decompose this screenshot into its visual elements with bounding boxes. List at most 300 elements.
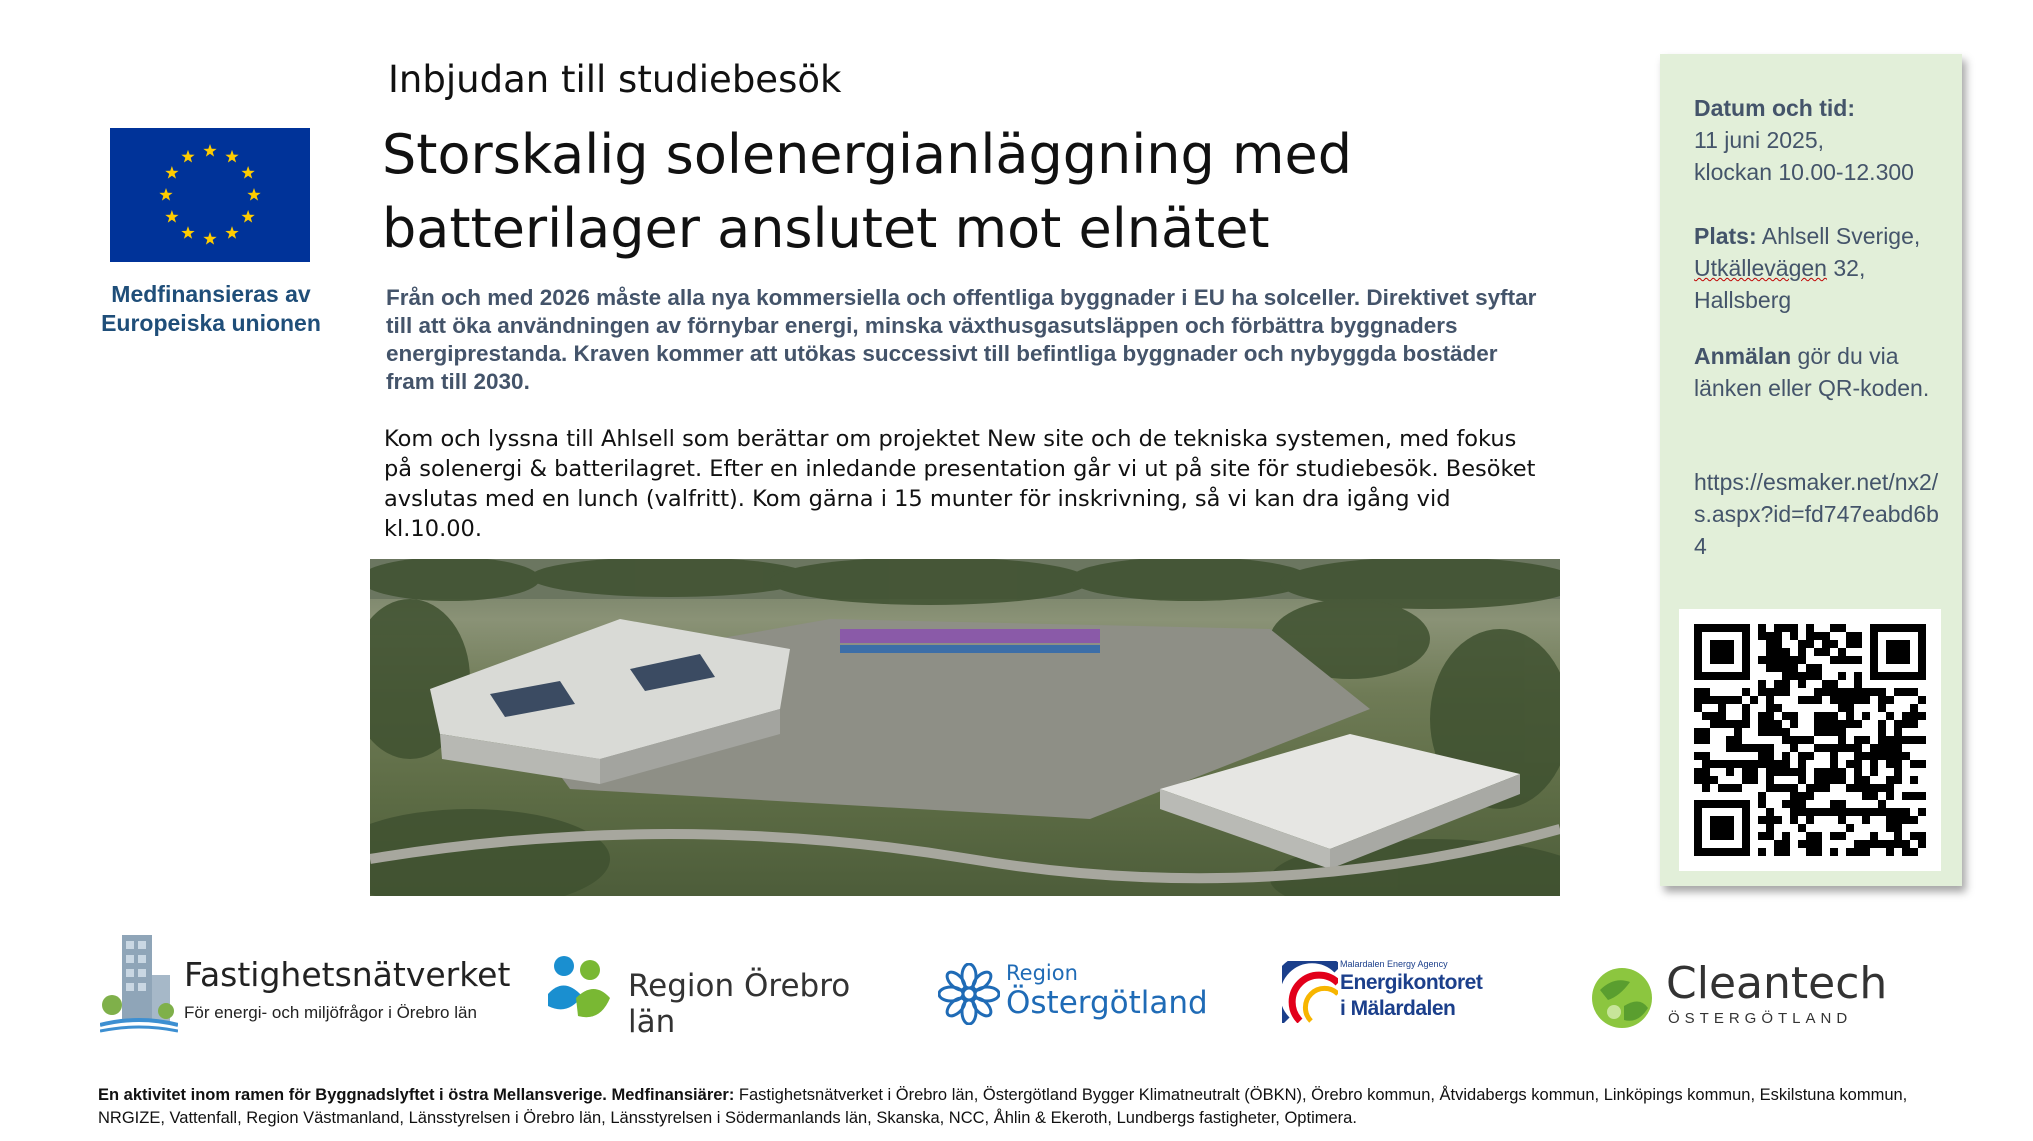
qr-module: [1726, 784, 1734, 792]
qr-module: [1814, 832, 1822, 840]
qr-module: [1774, 840, 1782, 848]
qr-module: [1870, 760, 1878, 768]
qr-module: [1838, 728, 1846, 736]
qr-module: [1894, 752, 1902, 760]
qr-module: [1886, 784, 1894, 792]
qr-module: [1790, 792, 1798, 800]
cleantech-logo: [1590, 958, 1890, 1038]
qr-module: [1798, 752, 1806, 760]
qr-module: [1766, 632, 1774, 640]
qr-module: [1814, 840, 1822, 848]
qr-module: [1798, 640, 1806, 648]
qr-module: [1790, 736, 1798, 744]
qr-module: [1782, 768, 1790, 776]
qr-module: [1878, 800, 1886, 808]
qr-module: [1918, 792, 1926, 800]
qr-module: [1798, 800, 1806, 808]
qr-module: [1814, 744, 1822, 752]
qr-module: [1766, 664, 1774, 672]
qr-module: [1694, 776, 1702, 784]
qr-module: [1846, 704, 1854, 712]
qr-module: [1798, 792, 1806, 800]
qr-module: [1830, 808, 1838, 816]
qr-module: [1910, 848, 1918, 856]
qr-module: [1782, 688, 1790, 696]
eu-star: [225, 226, 238, 239]
qr-module: [1790, 720, 1798, 728]
qr-module: [1766, 728, 1774, 736]
qr-module: [1822, 744, 1830, 752]
qr-module: [1710, 640, 1734, 664]
qr-module: [1870, 752, 1878, 760]
fastighetsnatverket-logo: [100, 935, 511, 1035]
qr-module: [1774, 760, 1782, 768]
qr-module: [1798, 776, 1806, 784]
qr-module: [1910, 816, 1918, 824]
qr-module: [1902, 816, 1910, 824]
date-line2: klockan 10.00-12.300: [1694, 159, 1914, 185]
registration-label: Anmälan: [1694, 343, 1792, 369]
qr-module: [1846, 656, 1854, 664]
qr-module: [1774, 720, 1782, 728]
qr-module: [1734, 744, 1742, 752]
qr-module: [1702, 736, 1710, 744]
qr-module: [1806, 792, 1814, 800]
qr-module: [1918, 832, 1926, 840]
qr-module: [1758, 680, 1766, 688]
qr-module: [1798, 736, 1806, 744]
qr-module: [1734, 760, 1742, 768]
place-part2: 32, Hallsberg: [1694, 255, 1866, 313]
qr-module: [1814, 784, 1822, 792]
qr-module: [1862, 792, 1870, 800]
qr-module: [1886, 744, 1894, 752]
qr-module: [1766, 824, 1774, 832]
qr-module: [1742, 744, 1750, 752]
qr-module: [1902, 808, 1910, 816]
qr-module: [1838, 672, 1846, 680]
qr-module: [1838, 624, 1846, 632]
qr-module: [1742, 704, 1750, 712]
qr-module: [1870, 808, 1878, 816]
qr-module: [1702, 784, 1710, 792]
qr-module: [1846, 760, 1854, 768]
ostg-line2: Östergötland: [1006, 985, 1208, 1021]
qr-module: [1718, 704, 1726, 712]
qr-module: [1902, 720, 1910, 728]
eu-caption-line1: Medfinansieras av: [111, 281, 311, 307]
qr-module: [1726, 760, 1734, 768]
qr-module: [1862, 752, 1870, 760]
qr-module: [1822, 680, 1830, 688]
place-street: Utkällevägen: [1694, 255, 1827, 281]
qr-code-pattern: [1679, 609, 1941, 871]
qr-module: [1726, 768, 1734, 776]
qr-module: [1734, 736, 1742, 744]
qr-module: [1766, 776, 1774, 784]
invitation-kicker: Inbjudan till studiebesök: [388, 58, 842, 101]
qr-module: [1814, 848, 1822, 856]
qr-module: [1830, 720, 1838, 728]
qr-module: [1782, 800, 1790, 808]
qr-module: [1806, 664, 1814, 672]
date-block: [1694, 92, 1944, 188]
qr-module: [1894, 768, 1902, 776]
qr-module: [1710, 712, 1718, 720]
qr-module: [1838, 688, 1846, 696]
qr-module: [1758, 744, 1766, 752]
qr-module: [1774, 728, 1782, 736]
qr-module: [1854, 744, 1862, 752]
qr-module: [1862, 816, 1870, 824]
qr-module: [1750, 744, 1758, 752]
qr-module: [1822, 712, 1830, 720]
qr-module: [1774, 816, 1782, 824]
qr-module: [1854, 632, 1862, 640]
qr-module: [1766, 656, 1774, 664]
eu-star: [159, 188, 172, 201]
qr-module: [1806, 696, 1814, 704]
qr-module: [1846, 720, 1854, 728]
footer-funders: [98, 1084, 1958, 1130]
qr-module: [1838, 720, 1846, 728]
qr-module: [1790, 784, 1798, 792]
qr-module: [1702, 768, 1710, 776]
footer-bold: En aktivitet inom ramen för Byggnadslyftet i östra Mellansverige. Medfinansiärer:: [98, 1086, 735, 1104]
qr-module: [1886, 696, 1894, 704]
qr-module: [1758, 816, 1766, 824]
qr-module: [1790, 672, 1798, 680]
qr-module: [1806, 632, 1814, 640]
qr-module: [1894, 776, 1902, 784]
body-paragraph: Kom och lyssna till Ahlsell som berättar om projektet New site och de tekniska systemen, med fokus på solenergi & batterilagret. Efter en inledande presentation går vi ut på site för studiebesök. Besöket avslutas med en lunch (valfritt). Kom gärna i 15 munter för inskrivning, så vi kan dra igång vid kl.10.00.: [384, 426, 1536, 542]
qr-module: [1886, 840, 1894, 848]
qr-module: [1830, 760, 1838, 768]
qr-module: [1862, 840, 1870, 848]
qr-module: [1894, 816, 1902, 824]
qr-module: [1726, 736, 1734, 744]
qr-module: [1782, 832, 1790, 840]
qr-module: [1846, 640, 1854, 648]
qr-module: [1894, 720, 1902, 728]
qr-module: [1782, 656, 1790, 664]
qr-module: [1910, 832, 1918, 840]
qr-module: [1814, 688, 1822, 696]
qr-module: [1838, 800, 1846, 808]
fastighet-name: Fastighetsnätverket: [184, 955, 511, 994]
qr-module: [1798, 648, 1806, 656]
qr-module: [1702, 728, 1710, 736]
qr-module: [1758, 760, 1766, 768]
qr-module: [1710, 776, 1718, 784]
qr-module: [1814, 728, 1822, 736]
qr-module: [1758, 848, 1766, 856]
qr-module: [1798, 768, 1806, 776]
qr-module: [1910, 736, 1918, 744]
qr-module: [1854, 760, 1862, 768]
qr-module: [1878, 736, 1886, 744]
qr-module: [1758, 728, 1766, 736]
qr-module: [1894, 832, 1902, 840]
qr-module: [1846, 808, 1854, 816]
energi-line2: i Mälardalen: [1340, 997, 1456, 1020]
qr-module: [1758, 720, 1766, 728]
qr-module: [1838, 808, 1846, 816]
qr-module: [1710, 696, 1718, 704]
qr-module: [1846, 848, 1854, 856]
qr-module: [1862, 808, 1870, 816]
qr-module: [1886, 792, 1894, 800]
eu-star: [225, 150, 238, 163]
qr-module: [1902, 840, 1910, 848]
qr-module: [1910, 760, 1918, 768]
qr-module: [1782, 736, 1790, 744]
qr-module: [1862, 736, 1870, 744]
qr-module: [1814, 632, 1822, 640]
qr-module: [1846, 696, 1854, 704]
qr-module: [1798, 672, 1806, 680]
qr-module: [1902, 688, 1910, 696]
qr-module: [1806, 640, 1814, 648]
qr-module: [1726, 696, 1734, 704]
qr-module: [1918, 808, 1926, 816]
qr-module: [1782, 680, 1790, 688]
qr-module: [1894, 744, 1902, 752]
qr-module: [1854, 776, 1862, 784]
qr-module: [1726, 720, 1734, 728]
qr-module: [1814, 808, 1822, 816]
qr-module: [1910, 712, 1918, 720]
qr-module: [1886, 848, 1894, 856]
qr-module: [1830, 800, 1838, 808]
region-ostergotland-logo: [938, 955, 1208, 1035]
qr-module: [1766, 704, 1774, 712]
qr-module: [1894, 688, 1902, 696]
qr-module: [1782, 784, 1790, 792]
qr-module: [1694, 752, 1702, 760]
qr-module: [1878, 784, 1886, 792]
qr-module: [1830, 728, 1838, 736]
qr-module: [1790, 624, 1798, 632]
eu-star: [247, 188, 260, 201]
qr-module: [1838, 736, 1846, 744]
qr-module: [1806, 848, 1814, 856]
qr-module: [1822, 784, 1830, 792]
qr-module: [1902, 712, 1910, 720]
qr-module: [1774, 624, 1782, 632]
qr-module: [1790, 712, 1798, 720]
qr-module: [1814, 712, 1822, 720]
qr-module: [1702, 688, 1710, 696]
qr-module: [1782, 752, 1790, 760]
qr-module: [1830, 640, 1838, 648]
qr-module: [1830, 768, 1838, 776]
qr-module: [1806, 624, 1814, 632]
eu-caption-line2: Europeiska unionen: [101, 310, 321, 336]
qr-module: [1886, 760, 1894, 768]
qr-module: [1870, 784, 1878, 792]
energi-small: Malardalen Energy Agency: [1340, 959, 1448, 969]
qr-module: [1766, 744, 1774, 752]
qr-module: [1878, 808, 1886, 816]
qr-module: [1886, 752, 1894, 760]
eu-star: [181, 150, 194, 163]
qr-module: [1854, 784, 1862, 792]
qr-module: [1766, 720, 1774, 728]
qr-module: [1822, 728, 1830, 736]
qr-module: [1766, 768, 1774, 776]
eu-star: [241, 166, 254, 179]
qr-module: [1766, 648, 1774, 656]
qr-module: [1878, 744, 1886, 752]
qr-module: [1830, 776, 1838, 784]
qr-module: [1782, 848, 1790, 856]
place-label: Plats:: [1694, 223, 1757, 249]
qr-module: [1734, 784, 1742, 792]
energy-arc-icon: [1282, 961, 1338, 1023]
qr-module: [1766, 752, 1774, 760]
qr-module: [1902, 752, 1910, 760]
qr-module: [1774, 632, 1782, 640]
qr-module: [1710, 720, 1718, 728]
qr-module: [1854, 768, 1862, 776]
qr-module: [1822, 768, 1830, 776]
qr-module: [1806, 752, 1814, 760]
energikontoret-logo: [1282, 955, 1502, 1035]
qr-module: [1822, 688, 1830, 696]
qr-module: [1918, 712, 1926, 720]
qr-module: [1894, 840, 1902, 848]
lead-paragraph: Från och med 2026 måste alla nya kommersiella och offentliga byggnader i EU ha solceller. Direktivet syftar till att öka användningen av förnybar energi, minska växthusgasutsläppen och förbättra byggnaders energiprestanda. Kraven kommer att utökas successivt till befintliga byggnader och nybyggda bostäder fram till 2030.: [386, 285, 1537, 394]
qr-module: [1694, 768, 1702, 776]
qr-module: [1838, 816, 1846, 824]
qr-module: [1798, 696, 1806, 704]
qr-module: [1822, 640, 1830, 648]
qr-module: [1774, 768, 1782, 776]
qr-module: [1790, 656, 1798, 664]
qr-module: [1806, 816, 1814, 824]
qr-module: [1798, 824, 1806, 832]
title-line1: Storskalig solenergianläggning med: [382, 123, 1353, 186]
qr-module: [1718, 712, 1726, 720]
qr-module: [1694, 688, 1702, 696]
qr-module: [1766, 784, 1774, 792]
qr-module: [1814, 672, 1822, 680]
qr-module: [1694, 736, 1702, 744]
qr-module: [1766, 832, 1774, 840]
qr-module: [1798, 656, 1806, 664]
orebro-name: Region Örebro län: [628, 968, 851, 1040]
qr-module: [1822, 720, 1830, 728]
qr-module: [1782, 712, 1790, 720]
title-line2: batterilager anslutet mot elnätet: [382, 197, 1270, 260]
qr-module: [1878, 688, 1886, 696]
cleantech-name: Cleantech: [1666, 958, 1888, 1009]
eu-star: [181, 226, 194, 239]
qr-module: [1870, 744, 1878, 752]
qr-module: [1838, 704, 1846, 712]
qr-module: [1830, 696, 1838, 704]
qr-module: [1758, 792, 1766, 800]
registration-link[interactable]: https://esmaker.net/nx2/s.aspx?id=fd747eabd6b4: [1694, 469, 1939, 559]
aerial-site-image: [370, 559, 1560, 896]
qr-module: [1742, 720, 1750, 728]
qr-module: [1774, 848, 1782, 856]
qr-module: [1742, 760, 1750, 768]
qr-module: [1798, 808, 1806, 816]
qr-module: [1886, 712, 1894, 720]
qr-module: [1878, 840, 1886, 848]
qr-module: [1822, 648, 1830, 656]
qr-module: [1758, 832, 1766, 840]
qr-module: [1750, 696, 1758, 704]
qr-module: [1758, 800, 1766, 808]
qr-module: [1758, 712, 1766, 720]
cleantech-sub: ÖSTERGÖTLAND: [1668, 1010, 1853, 1027]
qr-module: [1862, 784, 1870, 792]
qr-module: [1830, 832, 1838, 840]
qr-module: [1886, 640, 1910, 664]
qr-module: [1854, 840, 1862, 848]
qr-module: [1702, 696, 1710, 704]
qr-module: [1894, 824, 1902, 832]
qr-module: [1838, 744, 1846, 752]
qr-module: [1718, 784, 1726, 792]
qr-module: [1886, 816, 1894, 824]
qr-module: [1814, 776, 1822, 784]
qr-module: [1750, 776, 1758, 784]
qr-module: [1774, 688, 1782, 696]
qr-module: [1822, 808, 1830, 816]
qr-module: [1846, 824, 1854, 832]
place-part1: Ahlsell Sverige,: [1756, 223, 1921, 249]
eu-star: [241, 210, 254, 223]
qr-module: [1710, 816, 1734, 840]
qr-module: [1766, 808, 1774, 816]
qr-module: [1790, 632, 1798, 640]
qr-module: [1766, 816, 1774, 824]
qr-module: [1814, 696, 1822, 704]
qr-module: [1822, 632, 1830, 640]
place-block: [1694, 220, 1944, 316]
qr-module: [1838, 832, 1846, 840]
qr-module: [1774, 664, 1782, 672]
qr-module: [1878, 728, 1886, 736]
qr-module: [1782, 664, 1790, 672]
qr-module: [1870, 840, 1878, 848]
qr-module: [1846, 632, 1854, 640]
qr-module: [1846, 744, 1854, 752]
qr-module: [1806, 784, 1814, 792]
qr-module: [1894, 808, 1902, 816]
qr-module: [1918, 736, 1926, 744]
qr-module: [1870, 688, 1878, 696]
qr-module: [1910, 688, 1918, 696]
qr-module: [1806, 808, 1814, 816]
qr-module: [1758, 656, 1766, 664]
qr-module: [1774, 784, 1782, 792]
qr-module: [1790, 744, 1798, 752]
qr-code[interactable]: [1679, 609, 1941, 871]
qr-module: [1718, 696, 1726, 704]
date-line1: 11 juni 2025,: [1694, 127, 1825, 153]
qr-module: [1742, 768, 1750, 776]
qr-module: [1854, 680, 1862, 688]
qr-module: [1758, 624, 1766, 632]
qr-module: [1806, 736, 1814, 744]
qr-module: [1830, 680, 1838, 688]
qr-module: [1774, 648, 1782, 656]
